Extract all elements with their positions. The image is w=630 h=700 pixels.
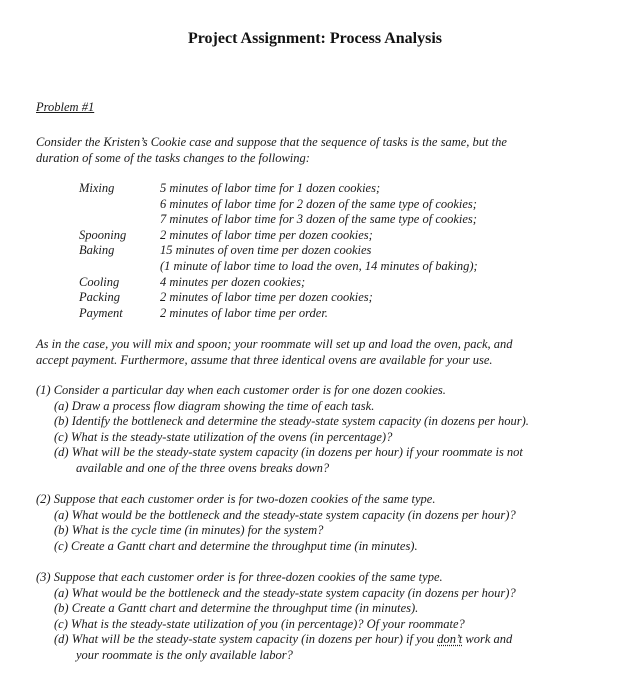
sub-question: [36, 414, 611, 430]
intro-paragraph: [36, 134, 596, 166]
sub-question-text-end: work and: [462, 632, 513, 647]
sub-question: [36, 508, 611, 524]
task-row: [79, 259, 478, 275]
sub-question-text: (c) What is the steady-state utilization of you (in percentage)? Of your roommate?: [54, 616, 465, 631]
sub-question: [36, 399, 611, 415]
task-row: [79, 212, 478, 228]
task-desc: 4 minutes per dozen cookies;: [160, 274, 306, 289]
sub-question: [36, 586, 611, 602]
task-desc: 7 minutes of labor time for 3 dozen of the same type of cookies;: [160, 212, 477, 227]
assumption-line: accept payment. Furthermore, assume that three identical ovens are available for your use.: [36, 353, 493, 367]
sub-question-continuation: your roommate is the only available labor?: [76, 647, 293, 662]
sub-question-text: (b) What is the cycle time (in minutes) for the system?: [54, 523, 324, 538]
sub-question-text-start: (d) What will be the steady-state system capacity (in dozens per hour) if you: [54, 632, 438, 647]
sub-question: [36, 539, 611, 555]
intro-line: Consider the Kristen’s Cookie case and suppose that the sequence of tasks is the same, but the: [36, 135, 507, 149]
sub-question: [36, 617, 611, 633]
sub-question-text: (b) Identify the bottleneck and determine the steady-state system capacity (in dozens per hour).: [54, 414, 529, 429]
task-row: [79, 228, 478, 244]
task-desc: 2 minutes of labor time per dozen cookies;: [160, 227, 373, 242]
question-text: (1) Consider a particular day when each customer order is for one dozen cookies.: [36, 383, 446, 397]
task-desc: 2 minutes of labor time per dozen cookies;: [160, 290, 373, 305]
task-name: Baking: [79, 243, 115, 258]
problem-label: Problem #1: [36, 100, 95, 114]
task-row: [79, 306, 478, 322]
sub-question-text: (a) What would be the bottleneck and the steady-state system capacity (in dozens per hour)?: [54, 585, 516, 600]
task-name: [79, 197, 160, 213]
task-row: [79, 197, 478, 213]
emphasized-word: don’t: [437, 632, 463, 647]
task-name: Payment: [79, 305, 123, 320]
task-name: Spooning: [79, 227, 127, 242]
task-row: [79, 275, 478, 291]
sub-question: [36, 445, 611, 476]
question-1: [36, 383, 611, 477]
task-name: [79, 212, 160, 228]
task-name: [79, 259, 160, 275]
question-3: [36, 570, 611, 664]
sub-question-text: (a) Draw a process flow diagram showing the time of each task.: [54, 398, 375, 413]
sub-question: [36, 430, 611, 446]
task-desc: (1 minute of labor time to load the oven, 14 minutes of baking);: [160, 258, 478, 273]
task-name: Mixing: [79, 181, 115, 195]
task-desc: 6 minutes of labor time for 2 dozen of the same type of cookies;: [160, 196, 477, 211]
assumption-line: As in the case, you will mix and spoon; your roommate will set up and load the oven, pack, and: [36, 337, 513, 351]
intro-line: duration of some of the tasks changes to the following:: [36, 151, 310, 165]
question-2: [36, 492, 611, 554]
task-name: Packing: [79, 290, 120, 305]
sub-question-text: (c) What is the steady-state utilization of the ovens (in percentage)?: [54, 429, 393, 444]
sub-question-text: (d) What will be the steady-state system capacity (in dozens per hour) if your roommate is not: [54, 445, 523, 460]
question-text: (2) Suppose that each customer order is for two-dozen cookies of the same type.: [36, 492, 436, 506]
page-title: Project Assignment: Process Analysis: [187, 30, 443, 47]
task-desc: 15 minutes of oven time per dozen cookies: [160, 243, 372, 258]
sub-question: [36, 523, 611, 539]
assumption-paragraph: [36, 336, 596, 368]
task-desc: 2 minutes of labor time per order.: [160, 305, 328, 320]
sub-question-text: (c) Create a Gantt chart and determine the throughput time (in minutes).: [54, 538, 418, 553]
task-list: [79, 181, 478, 321]
sub-question: [36, 601, 611, 617]
task-name: Cooling: [79, 274, 120, 289]
task-row: [79, 181, 478, 197]
task-row: [79, 243, 478, 259]
sub-question-continuation: available and one of the three ovens breaks down?: [76, 460, 330, 475]
sub-question: [36, 632, 611, 663]
sub-question-text: (b) Create a Gantt chart and determine the throughput time (in minutes).: [54, 601, 419, 616]
sub-question-text: (a) What would be the bottleneck and the steady-state system capacity (in dozens per hour)?: [54, 507, 516, 522]
task-desc: 5 minutes of labor time for 1 dozen cookies;: [160, 181, 381, 195]
question-text: (3) Suppose that each customer order is for three-dozen cookies of the same type.: [36, 570, 443, 584]
task-row: [79, 290, 478, 306]
